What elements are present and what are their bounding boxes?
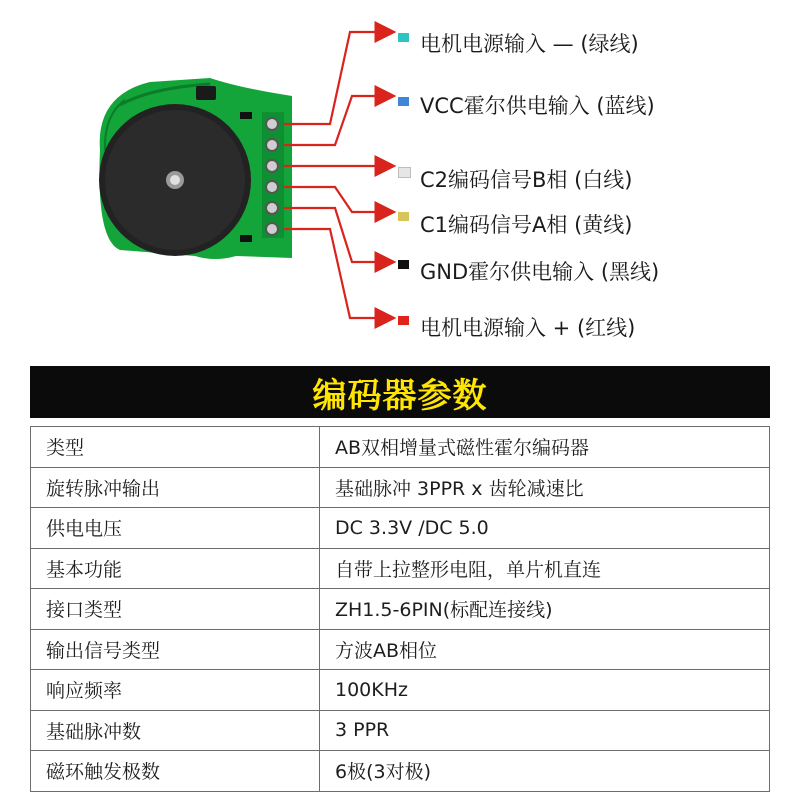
spec-value: 自带上拉整形电阻，单片机直连: [320, 548, 770, 589]
table-row: [31, 427, 770, 468]
spec-key: 类型: [31, 427, 320, 468]
encoder-diagram: [0, 0, 800, 360]
spec-value: 100KHz: [320, 670, 770, 711]
pin-header: [262, 112, 284, 238]
spec-key: 响应频率: [31, 670, 320, 711]
table-row: [31, 508, 770, 549]
encoder-board: [99, 78, 292, 259]
table-row: [31, 467, 770, 508]
spec-key: 基础脉冲数: [31, 710, 320, 751]
spec-key: 磁环触发极数: [31, 751, 320, 792]
wire-label-c2: C2编码信号B相 (白线): [420, 168, 633, 192]
wire-swatch-white: [398, 167, 411, 178]
wire-swatch-black: [398, 260, 409, 269]
spec-key: 供电电压: [31, 508, 320, 549]
arrow-5: [283, 208, 392, 262]
wire-label-gnd: GND霍尔供电输入 (黑线): [420, 260, 660, 284]
table-row: [31, 589, 770, 630]
wire-swatch-yellow: [398, 212, 409, 221]
wire-label-motor-minus: 电机电源输入 — (绿线): [420, 32, 639, 56]
spec-value: 6极(3对极): [320, 751, 770, 792]
spec-value: DC 3.3V /DC 5.0: [320, 508, 770, 549]
table-row: [31, 710, 770, 751]
spec-value: 基础脉冲 3PPR x 齿轮减速比: [320, 467, 770, 508]
table-row: [31, 548, 770, 589]
wire-label-c1: C1编码信号A相 (黄线): [420, 213, 633, 237]
spec-value: AB双相增量式磁性霍尔编码器: [320, 427, 770, 468]
wire-label-motor-plus: 电机电源输入 + (红线): [420, 316, 636, 340]
table-row: [31, 670, 770, 711]
spec-table: [30, 426, 770, 792]
arrow-1: [283, 32, 392, 124]
spec-key: 接口类型: [31, 589, 320, 630]
arrow-2: [283, 96, 392, 145]
wire-swatch-green: [398, 33, 409, 42]
spec-key: 输出信号类型: [31, 629, 320, 670]
wire-swatch-red: [398, 316, 409, 325]
table-row: [31, 629, 770, 670]
spec-title: 编码器参数: [312, 375, 488, 416]
table-row: [31, 751, 770, 792]
spec-key: 基本功能: [31, 548, 320, 589]
spec-banner: [30, 366, 770, 418]
spec-value: 3 PPR: [320, 710, 770, 751]
wire-label-vcc: VCC霍尔供电输入 (蓝线): [420, 94, 655, 118]
spec-key: 旋转脉冲输出: [31, 467, 320, 508]
spec-value: 方波AB相位: [320, 629, 770, 670]
arrow-6: [283, 229, 392, 318]
wire-swatch-blue: [398, 97, 409, 106]
connector-arrows: [283, 32, 392, 318]
spec-value: ZH1.5-6PIN(标配连接线): [320, 589, 770, 630]
